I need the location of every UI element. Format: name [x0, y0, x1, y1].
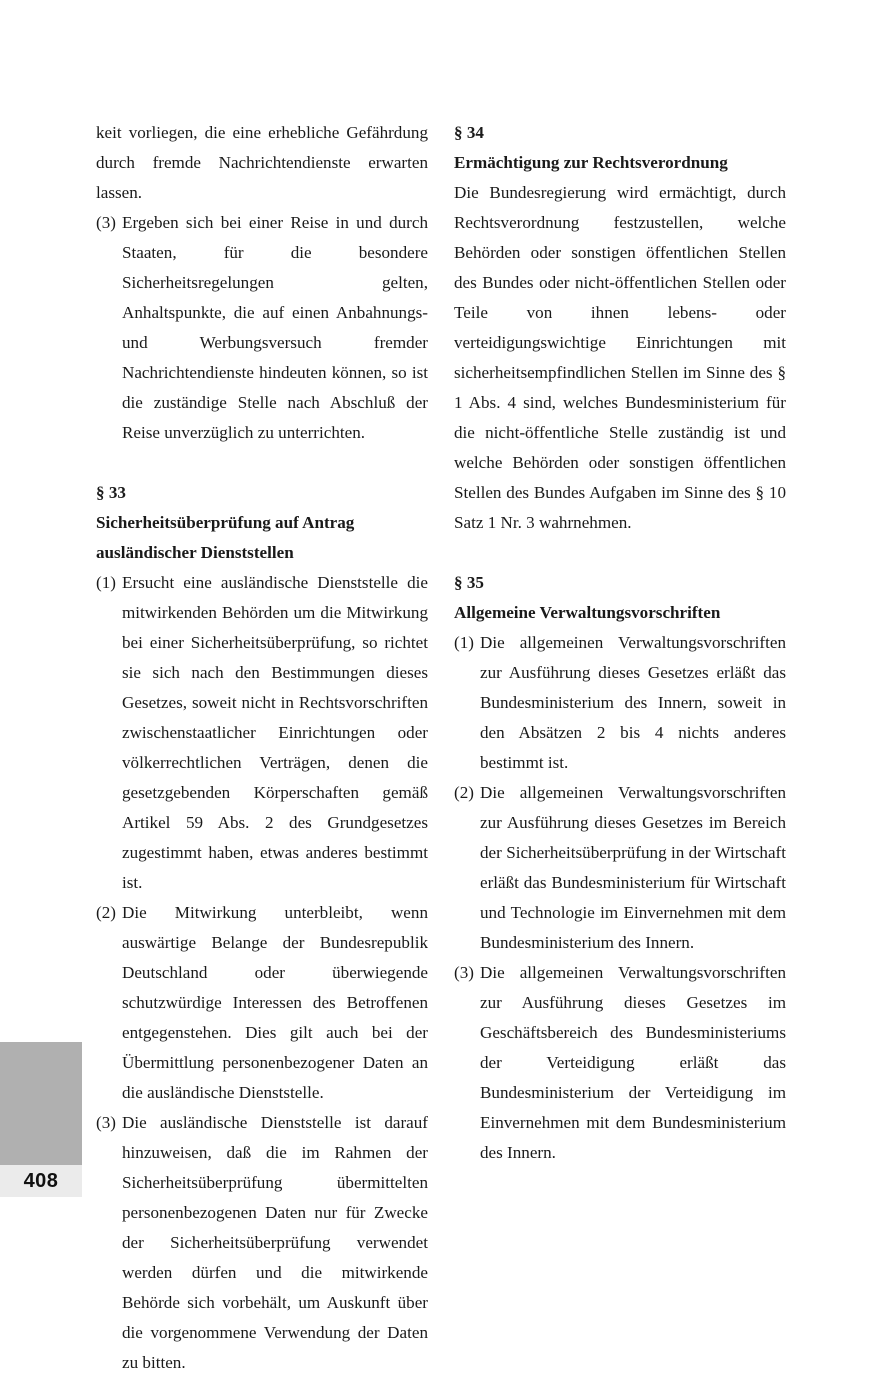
list-marker: (1): [96, 573, 116, 592]
page-number-marker: [0, 1042, 82, 1197]
list-item-text: Die Mitwirkung unterbleibt, wenn auswärtige Belange der Bundesrepublik Deutschland oder überwiegende schutzwürdige Interessen des Betroffenen entgegenstehen. Dies gilt auch bei der Übermittlung personenbezogener Daten an die ausländische Dienststelle.: [122, 903, 428, 1102]
section-35-item-2: [454, 778, 786, 958]
section-33-item-1: [96, 568, 428, 898]
list-marker: (3): [96, 213, 116, 232]
section-title-35: Allgemeine Verwaltungsvorschriften: [454, 603, 721, 622]
continued-list-item: [96, 208, 428, 448]
section-number-34: § 34: [454, 123, 484, 142]
list-item-text: Die ausländische Dienststelle ist darauf hinzuweisen, daß die im Rahmen der Sicherheitsüberprüfung übermittelten personenbezogenen Daten nur für Zwecke der Sicherheitsüberprüfung verwendet werden dürfen und die mitwirkende Behörde sich vorbehält, um Auskunft über die vorgenommene Verwendung der Daten zu bitten.: [122, 1113, 428, 1372]
list-marker: (1): [454, 633, 474, 652]
page-number-label: 408: [0, 1165, 82, 1197]
right-column: [454, 118, 786, 1378]
text-columns: [96, 118, 786, 1378]
section-title-34: Ermächtigung zur Rechtsverordnung: [454, 153, 728, 172]
list-marker: (2): [454, 783, 474, 802]
section-35-item-3: [454, 958, 786, 1168]
page-marker-block: [0, 1042, 82, 1165]
list-item-text: Ersucht eine ausländische Dienststelle die mitwirkenden Behörden um die Mitwirkung bei einer Sicherheitsüberprüfung, so richtet sie sich nach den Bestimmungen dieses Gesetzes, soweit nicht in Rechtsvorschriften zwischenstaatlicher Einrichtungen oder völkerrechtlichen Verträgen, denen die gesetzgebenden Körperschaften gemäß Artikel 59 Abs. 2 des Grundgesetzes zugestimmt haben, etwas anderes bestimmt ist.: [122, 573, 428, 892]
section-number-33: § 33: [96, 483, 126, 502]
section-spacer: [454, 538, 786, 568]
left-column: [96, 118, 428, 1378]
section-33-item-3: [96, 1108, 428, 1378]
list-item-text: Ergeben sich bei einer Reise in und durch Staaten, für die besondere Sicherheitsregelungen gelten, Anhaltspunkte, die auf einen Anbahnungs- und Werbungsversuch fremder Nachrichtendienste hindeuten können, so ist die zuständige Stelle nach Abschluß der Reise unverzüglich zu unterrichten.: [122, 213, 428, 442]
list-marker: (3): [96, 1113, 116, 1132]
list-item-text: Die allgemeinen Verwaltungsvorschriften zur Ausführung dieses Gesetzes erläßt das Bundesministerium des Innern, soweit in den Absätzen 2 bis 4 nichts anderes bestimmt ist.: [480, 633, 786, 772]
section-35-item-1: [454, 628, 786, 778]
section-spacer: [96, 448, 428, 478]
section-33-item-2: [96, 898, 428, 1108]
list-marker: (3): [454, 963, 474, 982]
list-marker: (2): [96, 903, 116, 922]
list-item-text: Die allgemeinen Verwaltungsvorschriften zur Ausführung dieses Gesetzes im Geschäftsbereich des Bundesministeriums der Verteidigung erläßt das Bundesministerium der Verteidigung im Einvernehmen mit dem Bundesministerium des Innern.: [480, 963, 786, 1162]
list-item-text: Die allgemeinen Verwaltungsvorschriften zur Ausführung dieses Gesetzes im Bereich der Sicherheitsüberprüfung in der Wirtschaft erläßt das Bundesministerium für Wirtschaft und Technologie im Einvernehmen mit dem Bundesministerium des Innern.: [480, 783, 786, 952]
section-number-35: § 35: [454, 573, 484, 592]
section-title-33: Sicherheitsüberprüfung auf Antrag ausländischer Dienststellen: [96, 513, 355, 562]
continued-paragraph: keit vorliegen, die eine erhebliche Gefährdung durch fremde Nachrichtendienste erwarten lassen.: [96, 123, 428, 202]
section-34-body: Die Bundesregierung wird ermächtigt, durch Rechtsverordnung festzustellen, welche Behörden oder sonstigen öffentlichen Stellen des Bundes oder nicht-öffentlichen Stellen oder Teile von ihnen lebens- oder verteidigungswichtige Einrichtungen mit sicherheitsempfindlichen Stellen im Sinne des § 1 Abs. 4 sind, welches Bundesministerium für die nicht-öffentliche Stelle zuständig ist und welche Behörden oder sonstigen öffentlichen Stellen des Bundes Aufgaben im Sinne des § 10 Satz 1 Nr. 3 wahrnehmen.: [454, 183, 786, 532]
